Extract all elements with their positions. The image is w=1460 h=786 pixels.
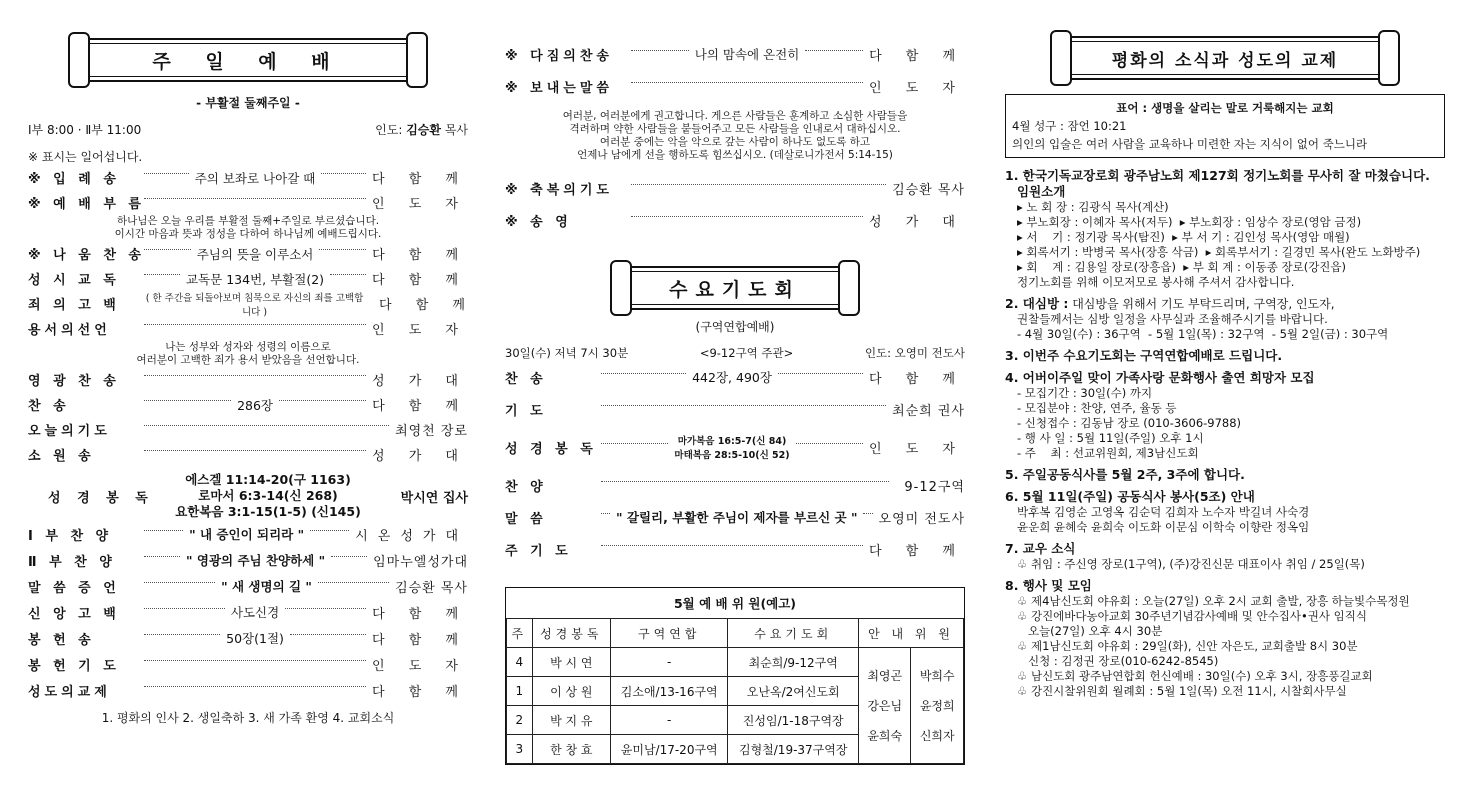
worship-times: Ⅰ부 8:00 · Ⅱ부 11:00: [28, 123, 142, 137]
order-row: [28, 367, 468, 392]
table-header: 수요기도회: [728, 619, 859, 648]
order-note: 나는 성부와 성자와 성령의 이름으로 여러분이 고백한 죄가 용서 받았음을 선언합니다.: [136, 341, 360, 366]
table-cell: 김형철/19-37구역장: [728, 735, 859, 764]
table-cell: -: [610, 648, 727, 677]
dot-leader: [601, 443, 668, 444]
news-column: [1005, 0, 1445, 786]
order-label: 찬 송: [505, 371, 547, 387]
news-line: - 4월 30일(수) : 36구역 - 5월 1일(목) : 32구역 - 5월 2일(금) : 30구역: [1017, 327, 1389, 341]
order-label: 말 씀: [505, 511, 547, 527]
order-item: " 영광의 주님 찬양하세 ": [186, 553, 326, 568]
order-item: " 갈릴리, 부활한 주님이 제자를 부르신 곳 ": [616, 510, 858, 525]
news-line: 박후복 김영순 고영옥 김순덕 김희자 노수자 박길녀 사숙경: [1017, 505, 1310, 519]
news-heading: [1005, 578, 1445, 594]
news-heading: [1005, 370, 1445, 386]
news-heading: [1005, 168, 1445, 184]
news-heading-text: 3. 이번주 수요기도회는 구역연합예배로 드립니다.: [1005, 348, 1283, 363]
order-item: 주님의 뜻을 이루소서: [196, 246, 314, 262]
motto: 표어 : 생명을 살리는 말로 거룩해지는 교회: [1116, 101, 1334, 115]
dot-leader: [310, 530, 349, 531]
order-label: Ⅰ 부 찬 양: [28, 528, 113, 544]
scripture-ref: 로마서 6:3-14(신 268): [198, 488, 338, 503]
order-row: [28, 241, 468, 266]
news-subheading: [1005, 184, 1445, 200]
order-label: Ⅱ 부 찬 양: [28, 554, 116, 570]
dot-leader: [144, 198, 366, 199]
order-person: 인 도 자: [372, 197, 468, 212]
order-row: [505, 533, 965, 565]
dot-leader: [144, 660, 366, 661]
motto-box: [1005, 94, 1445, 158]
scripture-ref: 요한복음 3:1-15(1-5) (신145): [175, 504, 361, 519]
news-heading-text: 7. 교우 소식: [1005, 541, 1076, 556]
news-item: [1005, 467, 1445, 483]
order-person: 성 가 대: [372, 374, 468, 389]
order-item: 주의 보좌로 나아갈 때: [194, 170, 316, 186]
scripture-label: 성 경 봉 독: [48, 490, 154, 506]
sunday-worship-column: [28, 0, 475, 786]
dot-leader: [144, 608, 225, 609]
wednesday-prayer-banner: [618, 266, 852, 310]
table-cell: 진성임/1-18구역장: [728, 706, 859, 735]
dot-leader: [631, 184, 886, 185]
usher-name: 최영곤: [867, 668, 903, 683]
table-row: [507, 648, 964, 677]
scripture-ref: 에스겔 11:14-20(구 1163): [185, 472, 351, 487]
order-item: 50장(1절): [226, 631, 284, 646]
order-person: 다 함 께: [372, 606, 469, 622]
order-item: 나의 맘속에 온전히: [694, 47, 800, 62]
news-line: ♧ 강진에바다농아교회 30주년기념감사예배 및 안수집사•권사 임직식: [1017, 609, 1367, 623]
order-row: [505, 38, 965, 70]
order-item: 교독문 134번, 부활절(2): [186, 271, 325, 287]
order-label: 성 시 교 독: [28, 273, 120, 288]
order-row: [28, 442, 468, 467]
news-line: - 모집기간 : 30일(수) 까지: [1017, 386, 1153, 400]
news-item: [1005, 541, 1445, 572]
order-person: 최순희 권사: [892, 403, 965, 419]
dot-leader: [805, 50, 863, 51]
order-person: 오영미 전도사: [878, 511, 966, 527]
dot-leader: [144, 400, 231, 401]
usher-name: 윤희숙: [867, 728, 903, 743]
news-item: [1005, 168, 1445, 290]
worship-subtitle: - 부활절 둘째주일 -: [196, 96, 300, 110]
order-item: 사도신경: [230, 605, 280, 620]
news-item: [1005, 489, 1445, 535]
news-line: - 행 사 일 : 5월 11일(주일) 오후 1시: [1017, 431, 1204, 445]
news-heading: [1005, 348, 1445, 364]
dot-leader: [144, 324, 366, 325]
order-label: 신 앙 고 백: [28, 606, 120, 622]
committee-table-title: 5월 예 배 위 원(예고): [673, 596, 797, 611]
order-label: 찬 송: [28, 399, 70, 414]
dot-leader: [285, 608, 366, 609]
order-label: ※ 다짐의찬송: [505, 48, 613, 64]
order-label: ※ 축복의기도: [505, 182, 613, 198]
dot-leader: [290, 634, 366, 635]
order-person: 시온성가대: [355, 528, 469, 544]
news-line: ▸ 노 회 장 : 김광식 목사(계산): [1017, 200, 1169, 214]
news-heading-tail: 대심방을 위해서 기도 부탁드리며, 구역장, 인도자,: [1068, 297, 1335, 311]
news-line: ♧ 남신도회 광주남연합회 헌신예배 : 30일(수) 오후 3시, 장흥풍길교회: [1017, 669, 1373, 683]
wednesday-subtitle: (구역연합예배): [695, 320, 775, 334]
order-label: ※ 보내는말씀: [505, 80, 613, 96]
sunday-worship-title: 주 일 예 배: [152, 50, 344, 73]
news-item: [1005, 348, 1445, 364]
table-cell: -: [610, 706, 727, 735]
order-item: 마가복음 16:5-7(신 84) 마태복음 28:5-10(신 52): [674, 436, 790, 461]
news-line: 오늘(27일) 오후 4시 30분: [1017, 624, 1163, 638]
order-person: 다 함 께: [372, 632, 468, 648]
order-row: [28, 521, 468, 547]
order-row: [28, 291, 475, 318]
order-person: 인 도 자: [372, 323, 468, 338]
worship-committee-table-box: [505, 587, 965, 765]
news-line: - 주 최 : 선교위원회, 제3남신도회: [1017, 446, 1199, 460]
order-person: 김승환 목사: [892, 182, 965, 198]
dot-leader: [330, 274, 366, 275]
table-header: 주: [507, 619, 533, 648]
dot-leader: [144, 375, 366, 376]
news-line: ▸ 회 계 : 김용일 장로(장흥읍) ▸ 부 회 계 : 이동종 장로(강진읍): [1017, 260, 1347, 274]
order-person: 다 함 께: [372, 399, 469, 414]
dot-leader: [631, 50, 689, 51]
news-heading-text: 8. 행사 및 모임: [1005, 578, 1092, 593]
order-label: ※ 송 영: [505, 214, 572, 230]
order-person: 다 함 께: [372, 172, 468, 187]
order-row: [505, 204, 965, 236]
order-label: ※ 입 례 송: [28, 172, 120, 187]
order-label: 찬 양: [505, 479, 547, 495]
dot-leader: [601, 481, 889, 482]
order-row: [505, 70, 965, 102]
table-cell: 4: [507, 648, 533, 677]
scripture-refs: [148, 472, 388, 520]
news-line: 신청 : 김정권 장로(010-6242-8545): [1017, 654, 1219, 668]
news-line: - 모집분야 : 찬양, 연주, 율동 등: [1017, 401, 1177, 415]
order-person: 다 함 께: [372, 273, 468, 288]
order-label: 말 씀 증 언: [28, 580, 120, 596]
news-heading: [1005, 489, 1445, 505]
order-of-worship: [28, 165, 475, 467]
order-person: 9-12구역: [904, 479, 965, 495]
order-row: [28, 266, 468, 291]
dot-leader: [601, 405, 886, 406]
usher-name: 강은님: [867, 698, 903, 713]
table-cell: 오난옥/2여신도회: [728, 677, 859, 706]
table-cell: 한 창 효: [532, 735, 610, 764]
usher-name: 윤정희: [919, 698, 955, 713]
dot-leader: [778, 373, 863, 374]
order-row: [28, 573, 468, 599]
leader-title: 목사: [444, 123, 468, 137]
order-label: 성 경 봉 독: [505, 441, 597, 457]
dot-leader: [144, 173, 189, 174]
order-row: [28, 190, 468, 215]
table-header: 성경봉독: [532, 619, 610, 648]
scripture-reader: 박시연 집사: [400, 490, 468, 506]
order-row: [28, 677, 468, 703]
order-person: 최영천 장로: [395, 424, 468, 439]
wednesday-order: [505, 361, 965, 565]
order-person: 다 함 께: [869, 371, 965, 387]
order-person: 성 가 대: [372, 449, 468, 464]
usher-name: 신희자: [919, 728, 955, 743]
order-person: 인 도 자: [372, 658, 468, 674]
dot-leader: [144, 249, 191, 250]
table-cell: 1: [507, 677, 533, 706]
order-row: [505, 469, 965, 501]
order-label: 봉 헌 송: [28, 632, 95, 648]
benediction-text: 여러분, 여러분에게 권고합니다. 게으른 사람들은 훈계하고 소심한 사람들을 격려하며 약한 사람들을 붙들어주고 모든 사람들을 인내로서 대하십시오. 여러분 중에는 악을 악으로 갚는 사람이 하나도 없도록 하고 언제나 남에게 선을 행하도록 힘쓰십시오. (데살로니가전서 5:14-15): [562, 110, 908, 161]
order-label: 봉 헌 기 도: [28, 658, 120, 674]
news-list: [1005, 168, 1445, 699]
news-line: ♧ 제4남신도회 야유회 : 오늘(27일) 오후 2시 교회 출발, 장흥 하늘빛수목정원: [1017, 594, 1410, 608]
wednesday-prayer-title: 수요기도회: [669, 278, 801, 301]
order-row: [505, 425, 965, 469]
news-line: 정기노회를 위해 이모저모로 봉사해 주셔서 감사합니다.: [1017, 275, 1295, 289]
table-cell: 이 상 원: [532, 677, 610, 706]
news-item: [1005, 578, 1445, 699]
table-header: 안 내 위 원: [859, 619, 964, 648]
news-line: ▸ 회록서기 : 박병국 목사(장흥 삭금) ▸ 회록부서기 : 길경민 목사(완도 노화방주): [1017, 245, 1421, 259]
order-label: 기 도: [505, 403, 547, 419]
news-line: 윤운희 윤혜숙 윤희숙 이도화 이문심 이학숙 이향란 정옥임: [1017, 520, 1310, 534]
dot-leader: [631, 82, 863, 83]
order-label: 죄 의 고 백: [28, 298, 120, 313]
news-title: 평화의 소식과 성도의 교제: [1111, 50, 1339, 71]
table-cell: 김소애/13-16구역: [610, 677, 727, 706]
sunday-worship-banner: [76, 38, 420, 82]
news-heading-text: 6. 5월 11일(주일) 공동식사 봉사(5조) 안내: [1005, 489, 1255, 504]
verse-text: 의인의 입술은 여러 사람을 교육하나 미련한 자는 지식이 없어 죽느니라: [1012, 137, 1368, 151]
dot-leader: [144, 450, 366, 451]
order-label: 오늘의기도: [28, 424, 111, 439]
worship-times-row: [28, 121, 468, 138]
dot-leader: [321, 173, 366, 174]
order-label: 주 기 도: [505, 543, 572, 559]
order-person: 다 함 께: [372, 248, 469, 263]
order-row: [28, 651, 468, 677]
order-person: 다 함 께: [372, 684, 468, 700]
usher-cell: [859, 648, 911, 764]
order-person: 다 함 께: [869, 543, 965, 559]
order-person: 임마누엘성가대: [373, 554, 469, 570]
news-banner: [1058, 36, 1392, 80]
table-cell: 2: [507, 706, 533, 735]
news-line: 권찰들께서는 심방 일정을 사무실과 조율해주시기를 바랍니다.: [1017, 312, 1328, 326]
table-header-row: [507, 619, 964, 648]
news-line: - 신청접수 : 김동남 장로 (010-3606-9788): [1017, 416, 1242, 430]
middle-column: [505, 0, 965, 786]
order-row: [28, 417, 468, 442]
order-row: [505, 361, 965, 393]
dot-leader: [144, 556, 180, 557]
dot-leader: [601, 513, 610, 514]
wednesday-host: <9-12구역 주관>: [699, 346, 794, 360]
dot-leader: [319, 249, 366, 250]
usher-name: 박희수: [919, 668, 955, 683]
news-heading-text: 2. 대심방 :: [1005, 296, 1069, 311]
order-item: 286장: [237, 397, 273, 413]
order-label: 영 광 찬 송: [28, 374, 120, 389]
verse-label: 4월 성구 : 잠언 10:21: [1012, 119, 1127, 133]
order-label: 소 원 송: [28, 449, 95, 464]
closing-order-2: [505, 172, 965, 236]
closing-order: [505, 38, 965, 102]
dot-leader: [601, 373, 686, 374]
table-cell: 최순희/9-12구역: [728, 648, 859, 677]
table-cell: 3: [507, 735, 533, 764]
news-subheading-text: 임원소개: [1017, 184, 1066, 199]
order-item: 442장, 490장: [692, 370, 772, 385]
dot-leader: [331, 556, 367, 557]
news-item: [1005, 370, 1445, 461]
news-heading-text: 4. 어버이주일 맞이 가족사랑 문화행사 출연 희망자 모집: [1005, 370, 1315, 385]
order-person: 다 함 께: [379, 298, 475, 313]
dot-leader: [631, 216, 863, 217]
order-row: [28, 316, 468, 341]
fellowship-footer: 1. 평화의 인사 2. 생일축하 3. 새 가족 환영 4. 교회소식: [101, 711, 395, 725]
order-row: [28, 165, 468, 190]
order-row: [505, 393, 965, 425]
table-cell: 윤미남/17-20구역: [610, 735, 727, 764]
order-row: [28, 547, 468, 573]
dot-leader: [144, 530, 183, 531]
stand-note: ※ 표시는 일어섭니다.: [28, 150, 143, 164]
news-heading: [1005, 467, 1445, 483]
order-note: 하나님은 오늘 우리를 부활절 둘째+주일로 부르셨습니다. 이시간 마음과 뜻과 정성을 다하여 하나님께 예배드립시다.: [114, 215, 382, 240]
leader-name: 김승환: [406, 123, 441, 137]
dot-leader: [144, 686, 366, 687]
order-person: 김승환 목사: [395, 580, 468, 596]
order-person: 인 도 자: [869, 80, 965, 96]
scripture-row: [28, 471, 468, 521]
order-label: ※ 나 움 찬 송: [28, 248, 145, 263]
wednesday-time: 30일(수) 저녁 7시 30분: [505, 346, 629, 360]
table-cell: 박 시 연: [532, 648, 610, 677]
order-row: [28, 392, 468, 417]
news-line: ♧ 취임 : 주신영 장로(1구역), (주)강진신문 대표이사 취임 / 25일(목): [1017, 557, 1365, 571]
dot-leader: [144, 425, 389, 426]
order-person: 다 함 께: [869, 48, 966, 64]
news-line: ♧ 강진시찰위원회 월례회 : 5월 1일(목) 오전 11시, 시찰회사무실: [1017, 684, 1347, 698]
order-item: ( 한 주간을 되돌아보며 침묵으로 자신의 죄를 고백합니다 ): [145, 292, 364, 318]
dot-leader: [863, 513, 872, 514]
dot-leader: [279, 400, 366, 401]
table-cell: 박 지 유: [532, 706, 610, 735]
news-heading: [1005, 541, 1445, 557]
order-item: " 내 증인이 되리라 ": [189, 527, 305, 542]
news-heading: [1005, 296, 1445, 312]
wednesday-info-row: [505, 345, 965, 361]
news-heading-text: 5. 주일공동식사를 5월 2주, 3주에 합니다.: [1005, 467, 1245, 482]
dot-leader: [144, 634, 220, 635]
news-line: ♧ 제1남신도회 야유회 : 29일(화), 신안 자은도, 교회출발 8시 30분: [1017, 639, 1358, 653]
order-label: 성도의교제: [28, 684, 111, 700]
wednesday-leader: 인도: 오영미 전도사: [864, 346, 965, 360]
order-of-worship-2: [28, 521, 468, 703]
dot-leader: [144, 582, 215, 583]
usher-cell: [911, 648, 964, 764]
table-header: 구역연합: [610, 619, 727, 648]
order-row: [505, 172, 965, 204]
order-item: " 새 생명의 길 ": [221, 579, 312, 594]
order-row: [28, 599, 468, 625]
dot-leader: [144, 274, 180, 275]
news-heading-text: 1. 한국기독교장로회 광주남노회 제127회 정기노회를 무사히 잘 마쳤습니다.: [1005, 168, 1430, 183]
dot-leader: [601, 545, 863, 546]
dot-leader: [318, 582, 389, 583]
worship-committee-table: [506, 618, 964, 764]
order-label: 용서의선언: [28, 323, 111, 338]
order-person: 인 도 자: [869, 441, 965, 457]
dot-leader: [796, 443, 863, 444]
order-person: 성 가 대: [869, 214, 965, 230]
leader-prefix: 인도:: [375, 123, 403, 137]
news-line: ▸ 서 기 : 정기광 목사(탐진) ▸ 부 서 기 : 김인성 목사(영암 매월): [1017, 230, 1350, 244]
news-item: [1005, 296, 1445, 342]
order-row: [505, 501, 965, 533]
news-line: ▸ 부노회장 : 이혜자 목사(저두) ▸ 부노회장 : 임상수 장로(영암 금정): [1017, 215, 1362, 229]
order-label: ※ 예 배 부 름: [28, 197, 145, 212]
order-row: [28, 625, 468, 651]
